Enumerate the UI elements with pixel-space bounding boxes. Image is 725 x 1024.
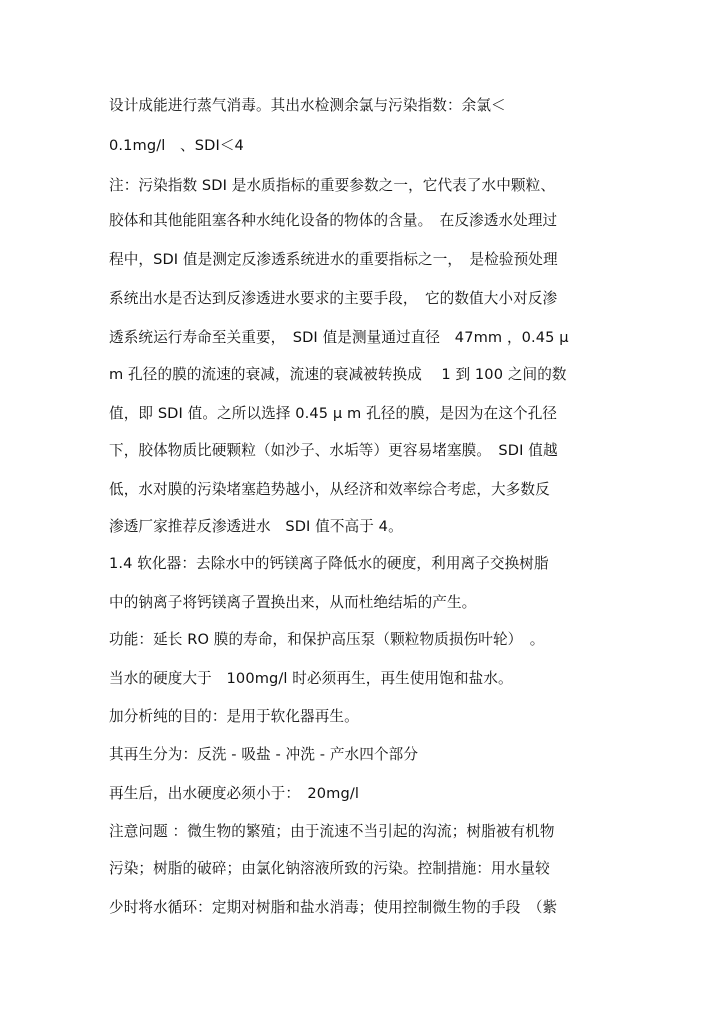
text-line: 系统出水是否达到反渗透进水要求的主要手段， 它的数值大小对反渗 bbox=[109, 290, 558, 307]
text-line: 污染；树脂的破碎；由氯化钠溶液所致的污染。控制措施：用水量较 bbox=[109, 860, 550, 877]
text-line: 设计成能进行蒸气消毒。其出水检测余氯与污染指数：余氯＜ bbox=[109, 97, 506, 114]
text-line: 注：污染指数 SDI 是水质指标的重要参数之一，它代表了水中颗粒、 bbox=[109, 177, 556, 194]
text-line: 程中，SDI 值是测定反渗透系统进水的重要指标之一， 是检验预处理 bbox=[109, 251, 558, 268]
text-line: 0.1mg/l 、SDI＜4 bbox=[109, 137, 244, 154]
text-line: 其再生分为：反洗 - 吸盐 - 冲洗 - 产水四个部分 bbox=[109, 746, 419, 763]
text-line: 胶体和其他能阻塞各种水纯化设备的物体的含量。 在反渗透水处理过 bbox=[109, 212, 558, 229]
text-line: 少时将水循环：定期对树脂和盐水消毒；使用控制微生物的手段 （紫 bbox=[109, 899, 558, 916]
text-line: 当水的硬度大于 100mg/l 时必须再生，再生使用饱和盐水。 bbox=[109, 670, 513, 687]
text-line: 加分析纯的目的：是用于软化器再生。 bbox=[109, 708, 359, 725]
text-line: m 孔径的膜的流速的衰减，流速的衰减被转换成 1 到 100 之间的数 bbox=[109, 366, 567, 383]
text-line: 注意问题 ：微生物的繁殖；由于流速不当引起的沟流；树脂被有机物 bbox=[109, 823, 555, 840]
text-line: 功能：延长 RO 膜的寿命，和保护高压泵（颗粒物质损伤叶轮） 。 bbox=[109, 631, 545, 648]
text-line: 1.4 软化器：去除水中的钙镁离子降低水的硬度，利用离子交换树脂 bbox=[109, 555, 549, 572]
text-line: 中的钠离子将钙镁离子置换出来，从而杜绝结垢的产生。 bbox=[109, 594, 477, 611]
text-line: 透系统运行寿命至关重要， SDI 值是测量通过直径 47mm ，0.45 μ bbox=[109, 329, 569, 346]
text-line: 值，即 SDI 值。之所以选择 0.45 μ m 孔径的膜，是因为在这个孔径 bbox=[109, 405, 558, 422]
text-line: 低，水对膜的污染堵塞趋势越小，从经济和效率综合考虑，大多数反 bbox=[109, 481, 550, 498]
text-line: 再生后，出水硬度必须小于： 20mg/l bbox=[109, 785, 360, 802]
text-line: 下，胶体物质比硬颗粒（如沙子、水垢等）更容易堵塞膜。 SDI 值越 bbox=[109, 442, 558, 459]
text-line: 渗透厂家推荐反渗透进水 SDI 值不高于 4。 bbox=[109, 518, 403, 535]
